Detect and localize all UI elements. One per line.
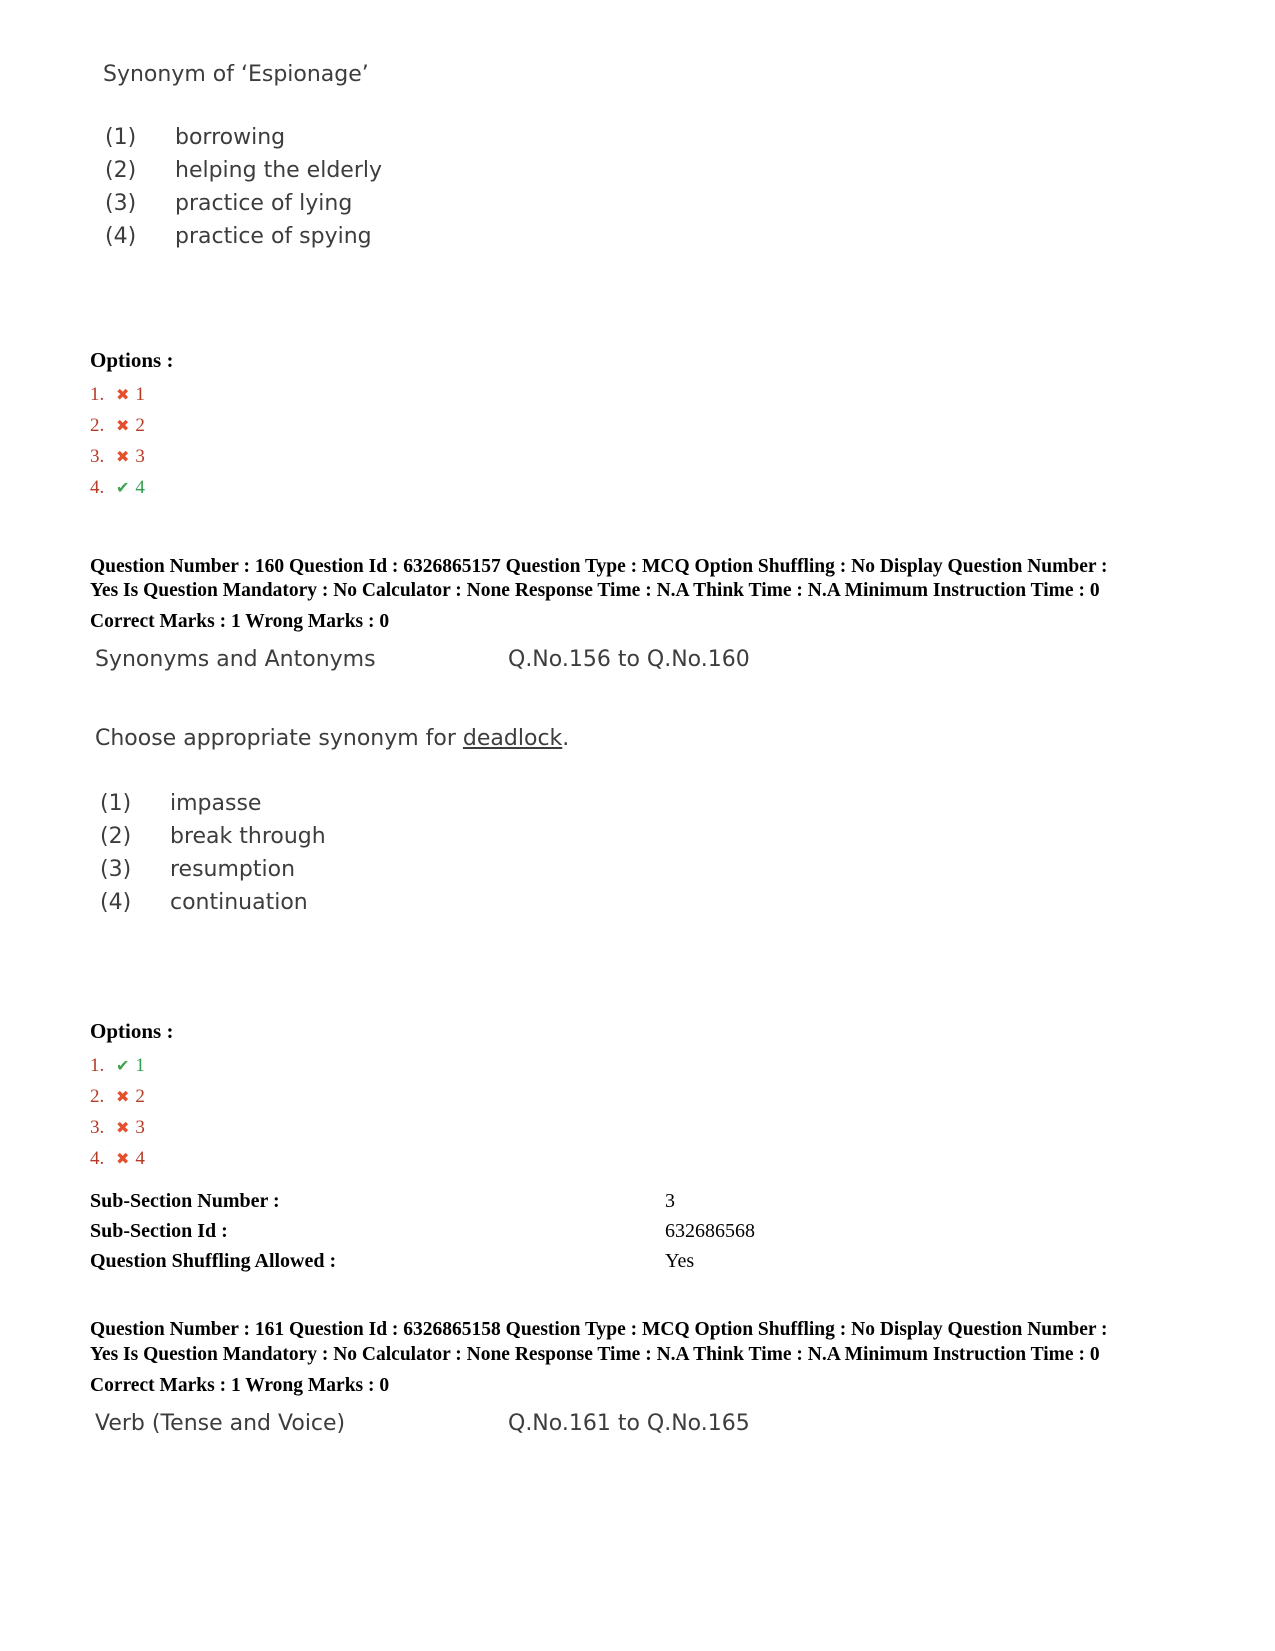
answer-option: 3 bbox=[135, 446, 145, 467]
wrong-icon: ✖ bbox=[116, 447, 130, 466]
choice-row bbox=[105, 187, 1275, 220]
prompt-underlined-word: deadlock bbox=[462, 726, 563, 752]
answer-index: 3. bbox=[90, 446, 105, 467]
choice-row bbox=[105, 154, 1275, 187]
section-header bbox=[95, 647, 1275, 672]
answer-index: 2. bbox=[90, 1086, 105, 1108]
choice-text: impasse bbox=[170, 791, 262, 817]
choice-number: (3) bbox=[100, 857, 132, 883]
correct-icon: ✔ bbox=[116, 1056, 130, 1076]
section-title: Synonyms and Antonyms bbox=[95, 647, 376, 673]
answer-option: 2 bbox=[135, 1086, 145, 1108]
choice-text: resumption bbox=[170, 857, 296, 883]
subsection-label: Sub-Section Number : bbox=[90, 1190, 280, 1213]
wrong-icon: ✖ bbox=[116, 1149, 130, 1169]
choice-row bbox=[105, 121, 1275, 154]
answer-option: 1 bbox=[135, 384, 145, 405]
subsection-value: 3 bbox=[665, 1190, 675, 1213]
choice-text: borrowing bbox=[175, 125, 286, 150]
options-heading: Options : bbox=[90, 1019, 174, 1044]
answer-index: 4. bbox=[90, 477, 105, 498]
marks-line-161: Correct Marks : 1 Wrong Marks : 0 bbox=[90, 1374, 390, 1396]
answer-row bbox=[90, 1081, 1275, 1112]
subsection-value: Yes bbox=[665, 1250, 695, 1273]
subsection-value: 632686568 bbox=[665, 1220, 755, 1243]
marks-line-160: Correct Marks : 1 Wrong Marks : 0 bbox=[90, 611, 390, 633]
subsection-row bbox=[90, 1216, 1275, 1246]
wrong-icon: ✖ bbox=[116, 1087, 130, 1107]
choice-row bbox=[105, 220, 1275, 253]
answer-option: 3 bbox=[135, 1117, 145, 1139]
subsection-label: Question Shuffling Allowed : bbox=[90, 1250, 337, 1273]
choice-row bbox=[100, 820, 1275, 853]
answer-index: 1. bbox=[90, 384, 105, 405]
choice-number: (2) bbox=[105, 158, 137, 183]
answer-option: 1 bbox=[135, 1055, 145, 1077]
options-heading: Options : bbox=[90, 348, 174, 372]
subsection-label: Sub-Section Id : bbox=[90, 1220, 228, 1243]
answer-option: 4 bbox=[135, 477, 145, 498]
wrong-icon: ✖ bbox=[116, 416, 130, 435]
answer-row bbox=[90, 1143, 1275, 1174]
section-header bbox=[95, 1411, 1275, 1436]
question-prompt-deadlock bbox=[95, 726, 1275, 751]
correct-icon: ✔ bbox=[116, 478, 130, 497]
answer-row bbox=[90, 472, 1275, 503]
subsection-row bbox=[90, 1246, 1275, 1276]
subsection-row bbox=[90, 1186, 1275, 1216]
prompt-suffix: . bbox=[562, 726, 570, 752]
section-question-range: Q.No.161 to Q.No.165 bbox=[508, 1410, 750, 1436]
answer-index: 4. bbox=[90, 1148, 105, 1170]
answer-index: 1. bbox=[90, 1055, 105, 1077]
choice-row bbox=[100, 886, 1275, 919]
question-metadata-160: Question Number : 160 Question Id : 6326865157 Question Type : MCQ Option Shuffling : No Display Question Number : Yes Is Question Mandatory : No Calculator : None Response Time : N.A Think Time : N.A Minimum Instruction Time : 0 bbox=[90, 556, 1108, 602]
answer-row bbox=[90, 441, 1275, 472]
choice-number: (4) bbox=[105, 224, 137, 249]
choice-number: (4) bbox=[100, 890, 132, 916]
question-metadata-161: Question Number : 161 Question Id : 6326865158 Question Type : MCQ Option Shuffling : No Display Question Number : Yes Is Question Mandatory : No Calculator : None Response Time : N.A Think Time : N.A Minimum Instruction Time : 0 bbox=[90, 1319, 1108, 1365]
answer-option: 4 bbox=[135, 1148, 145, 1170]
choice-text: break through bbox=[170, 824, 326, 850]
choice-text: helping the elderly bbox=[175, 158, 382, 183]
answer-row bbox=[90, 410, 1275, 441]
choice-text: practice of lying bbox=[175, 191, 353, 216]
choice-list-espionage bbox=[105, 121, 1275, 253]
choice-row bbox=[100, 853, 1275, 886]
choice-number: (2) bbox=[100, 824, 132, 850]
wrong-icon: ✖ bbox=[116, 385, 130, 404]
question-prompt-espionage: Synonym of ‘Espionage’ bbox=[103, 62, 369, 87]
answer-row bbox=[90, 379, 1275, 410]
choice-list-deadlock bbox=[100, 787, 1275, 919]
section-question-range: Q.No.156 to Q.No.160 bbox=[508, 647, 750, 673]
answer-key-list bbox=[90, 1050, 1275, 1174]
answer-row bbox=[90, 1112, 1275, 1143]
subsection-info bbox=[90, 1186, 1275, 1276]
choice-number: (1) bbox=[100, 791, 132, 817]
answer-index: 2. bbox=[90, 415, 105, 436]
answer-key-list bbox=[90, 379, 1275, 503]
choice-number: (3) bbox=[105, 191, 137, 216]
answer-option: 2 bbox=[135, 415, 145, 436]
choice-number: (1) bbox=[105, 125, 137, 150]
choice-text: continuation bbox=[170, 890, 308, 916]
wrong-icon: ✖ bbox=[116, 1118, 130, 1138]
prompt-prefix: Choose appropriate synonym for bbox=[95, 726, 463, 752]
answer-index: 3. bbox=[90, 1117, 105, 1139]
answer-row bbox=[90, 1050, 1275, 1081]
choice-row bbox=[100, 787, 1275, 820]
choice-text: practice of spying bbox=[175, 224, 372, 249]
section-title: Verb (Tense and Voice) bbox=[95, 1410, 346, 1436]
